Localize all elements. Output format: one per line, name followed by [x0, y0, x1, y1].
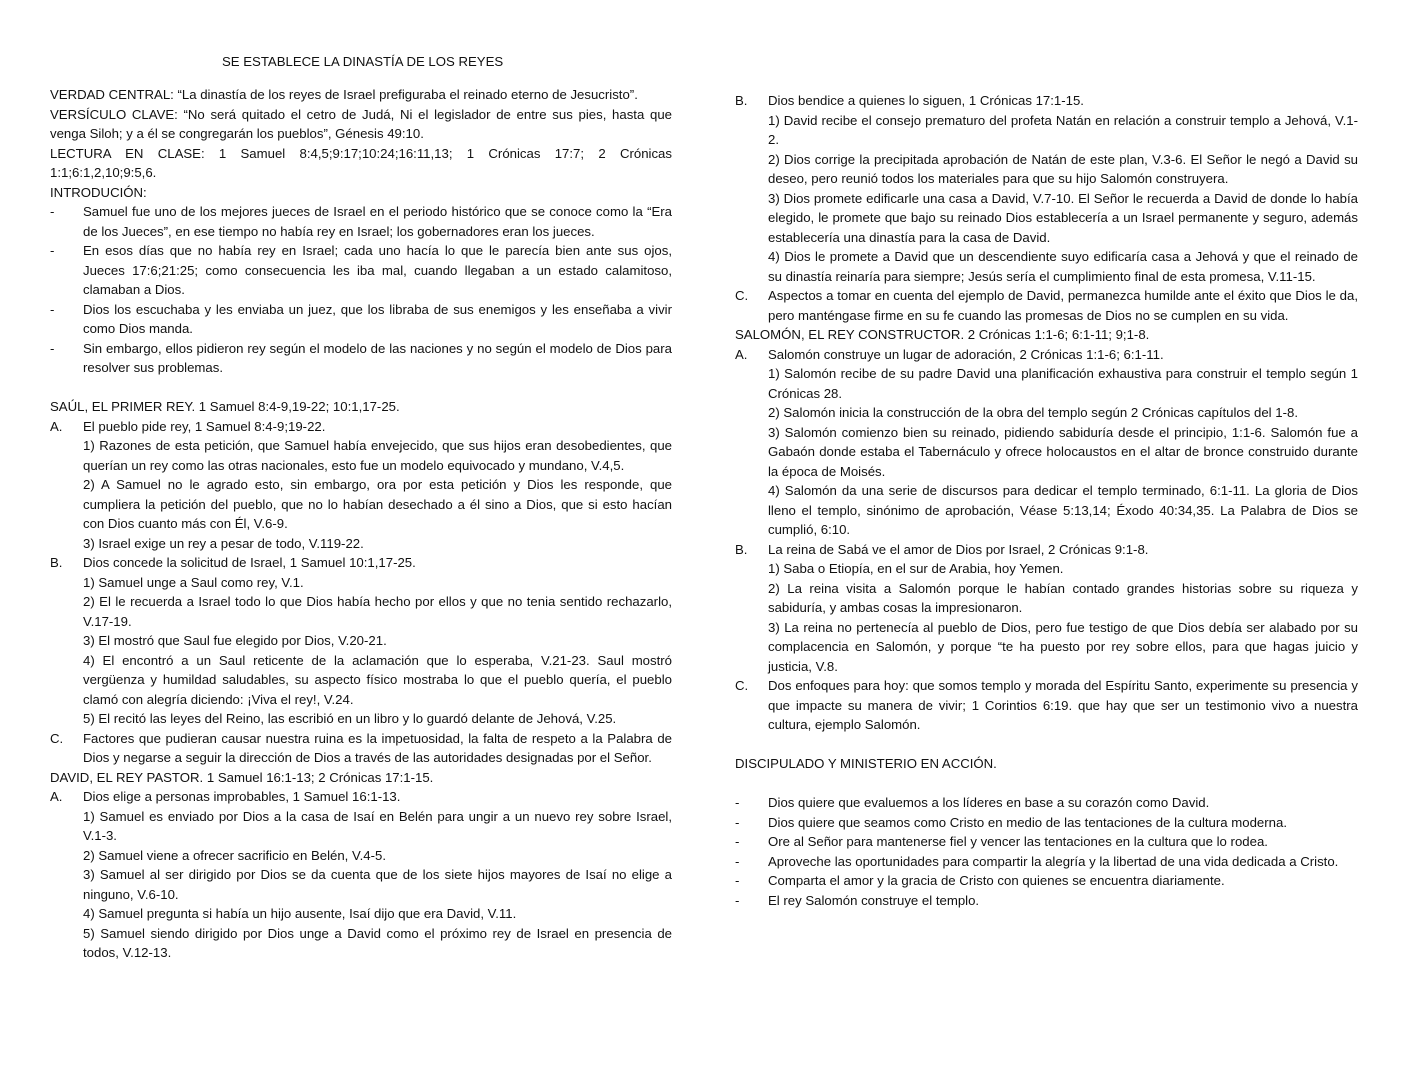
intro-bullet-text: En esos días que no había rey en Israel; cada uno hacía lo que le parecía bien ante sus ojos, Jueces 17:6;21:25; como consecuencia les iba mal, cuando llegaban a un estado calamitoso, clamaban a Dios.	[83, 243, 672, 297]
bullet-marker: -	[50, 340, 55, 356]
sub-point: 2) Samuel viene a ofrecer sacrificio en Belén, V.4-5.	[83, 847, 386, 863]
intro-bullet	[50, 300, 672, 339]
discipulado-bullet	[735, 832, 1358, 852]
saul-point-b	[50, 553, 672, 573]
sub-point: 4) Salomón da una serie de discursos para dedicar el templo terminado, 6:1-11. La gloria de Dios lleno el templo, sinónimo de aprobación, Véase 5:13,14; Éxodo 40:34,35. La Palabra de Dios se cumplió, 6:10.	[768, 483, 1358, 537]
bullet-marker: -	[50, 301, 55, 317]
letter-marker: A.	[50, 418, 63, 434]
bullet-marker: -	[735, 853, 740, 869]
point-text: Aspectos a tomar en cuenta del ejemplo de David, permanezca humilde ante el éxito que Dios le da, pero manténgase firme en su fe cuando las promesas de Dios no se cumplen en su vida.	[768, 288, 1358, 323]
introduccion-heading: INTRODUCIÓN:	[50, 184, 147, 200]
letter-marker: A.	[735, 346, 748, 362]
point-text: El pueblo pide rey, 1 Samuel 8:4-9;19-22.	[83, 418, 326, 434]
intro-bullet-text: Dios los escuchaba y les enviaba un juez, que los libraba de sus enemigos y les enseñaba a vivir como Dios manda.	[83, 301, 672, 336]
sub-point: 2) Salomón inicia la construcción de la obra del templo según 2 Crónicas capítulos del 1-8.	[768, 405, 1298, 420]
sub-point: 1) Razones de esta petición, que Samuel había envejecido, que sus hijos eran desobedientes, que querían un rey como las otras nacionales, esto fue un modelo equivocado y mundano, V.4,5.	[83, 438, 672, 473]
point-text: Dos enfoques para hoy: que somos templo y morada del Espíritu Santo, experimente su presencia y que impacte su manera de vivir; 1 Corintios 6:19. que hay que ser un testimonio vivo a nuestra cultura, ejemplo Salomón.	[768, 678, 1358, 732]
salomon-heading: SALOMÓN, EL REY CONSTRUCTOR. 2 Crónicas 1:1-6; 6:1-11; 9;1-8.	[735, 327, 1150, 342]
david-heading: DAVID, EL REY PASTOR. 1 Samuel 16:1-13; 2 Crónicas 17:1-15.	[50, 769, 434, 785]
intro-bullet-text: Sin embargo, ellos pidieron rey según el modelo de las naciones y no según el modelo de Dios para resolver sus problemas.	[83, 340, 672, 375]
sub-point: 1) Samuel es enviado por Dios a la casa de Isaí en Belén para ungir a un nuevo rey sobre Israel, V.1-3.	[83, 808, 672, 843]
bullet-marker: -	[735, 892, 740, 908]
david-point-c	[735, 286, 1358, 325]
salomon-point-a	[735, 345, 1358, 365]
sub-point: 2) Dios corrige la precipitada aprobación de Natán de este plan, V.3-6. El Señor le negó a David su deseo, pero reunió todos los materiales para que su hijo Salomón construyera.	[768, 151, 1358, 186]
sub-point: 5) El recitó las leyes del Reino, las escribió en un libro y lo guardó delante de Jehová, V.25.	[83, 711, 617, 726]
point-text: Dios elige a personas improbables, 1 Samuel 16:1-13.	[83, 789, 401, 804]
sub-point: 3) El mostró que Saul fue elegido por Dios, V.20-21.	[83, 633, 387, 648]
discipulado-bullet-text: Dios quiere que seamos como Cristo en medio de las tentaciones de la cultura moderna.	[768, 814, 1287, 830]
discipulado-bullet-text: Dios quiere que evaluemos a los líderes en base a su corazón como David.	[768, 795, 1210, 810]
point-text: La reina de Sabá ve el amor de Dios por Israel, 2 Crónicas 9:1-8.	[768, 541, 1149, 557]
sub-point: 3) La reina no pertenecía al pueblo de Dios, pero fue testigo de que Dios debía ser alabado por su complacencia en Salomón, y porque “te ha puesto por rey sobre ellos, para que hagas juicio y justicia, V.8.	[768, 619, 1358, 674]
letter-marker: A.	[50, 789, 63, 804]
discipulado-heading: DISCIPULADO Y MINISTERIO EN ACCIÓN.	[735, 756, 997, 771]
bullet-marker: -	[735, 834, 740, 849]
sub-point: 3) Salomón comienzo bien su reinado, pidiendo sabiduría desde el principio, 1:1-6. Salomón fue a Gabaón donde estaba el Tabernáculo y ofrece holocaustos en el altar de bronce construido durante la época de Moisés.	[768, 424, 1358, 479]
discipulado-bullet	[735, 793, 1358, 813]
left-column	[50, 85, 672, 963]
salomon-point-b	[735, 540, 1358, 560]
discipulado-bullet	[735, 852, 1358, 872]
intro-bullet-text: Samuel fue uno de los mejores jueces de Israel en el periodo histórico que se conoce como la “Era de los Jueces”, en ese tiempo no había rey en Israel; los gobernadores eran los jueces.	[83, 204, 672, 239]
intro-bullet	[50, 202, 672, 241]
letter-marker: B.	[50, 555, 63, 570]
saul-point-c	[50, 729, 672, 768]
saul-point-a	[50, 417, 672, 437]
letter-marker: C.	[735, 678, 749, 693]
point-text: Dios concede la solicitud de Israel, 1 Samuel 10:1,17-25.	[83, 555, 416, 570]
sub-point: 2) La reina visita a Salomón porque le habían contado grandes historias sobre su riqueza y sabiduría, y ambas cosas la impresionaron.	[768, 580, 1358, 615]
david-point-a	[50, 787, 672, 807]
sub-point: 3) Samuel al ser dirigido por Dios se da cuenta que de los siete hijos mayores de Isaí no elige a ninguno, V.6-10.	[83, 867, 672, 902]
bullet-marker: -	[50, 243, 55, 258]
sub-point: 5) Samuel siendo dirigido por Dios unge a David como el próximo rey de Israel en presencia de todos, V.12-13.	[83, 925, 672, 960]
bullet-marker: -	[735, 873, 740, 888]
discipulado-bullet	[735, 813, 1358, 833]
discipulado-bullet-text: Ore al Señor para mantenerse fiel y vencer las tentaciones en la cultura que lo rodea.	[768, 834, 1268, 849]
saul-heading: SAÚL, EL PRIMER REY. 1 Samuel 8:4-9,19-22; 10:1,17-25.	[50, 399, 400, 414]
document-title: SE ESTABLECE LA DINASTÍA DE LOS REYES	[222, 54, 504, 69]
lectura-en-clase: LECTURA EN CLASE: 1 Samuel 8:4,5;9:17;10:24;16:11,13; 1 Crónicas 17:7; 2 Crónicas 1:1;6:1,2,10;9:5,6.	[50, 145, 672, 180]
discipulado-bullet-text: Aproveche las oportunidades para compartir la alegría y la libertad de una vida dedicada a Cristo.	[768, 853, 1339, 869]
sub-point: 3) Israel exige un rey a pesar de todo, V.119-22.	[83, 535, 364, 551]
salomon-point-c	[735, 676, 1358, 735]
sub-point: 4) Samuel pregunta si había un hijo ausente, Isaí dijo que era David, V.11.	[83, 906, 517, 921]
discipulado-bullet-text: El rey Salomón construye el templo.	[768, 892, 980, 908]
letter-marker: C.	[50, 730, 64, 746]
letter-marker: B.	[735, 93, 748, 108]
intro-bullet	[50, 339, 672, 378]
point-text: Dios bendice a quienes lo siguen, 1 Crónicas 17:1-15.	[768, 93, 1084, 108]
letter-marker: C.	[735, 288, 749, 303]
letter-marker: B.	[735, 541, 748, 557]
discipulado-bullet	[735, 891, 1358, 911]
point-text: Salomón construye un lugar de adoración, 2 Crónicas 1:1-6; 6:1-11.	[768, 346, 1164, 362]
sub-point: 2) El le recuerda a Israel todo lo que Dios había hecho por ellos y que no tenia sentido rechazarlo, V.17-19.	[83, 594, 672, 629]
sub-point: 1) Saba o Etiopía, en el sur de Arabia, hoy Yemen.	[768, 561, 1064, 576]
sub-point: 3) Dios promete edificarle una casa a David, V.7-10. El Señor le recuerda a David de donde lo había elegido, le promete que bajo su reinado Dios establecería a un Israel permanente y seguro, además establecería una dinastía para la casa de David.	[768, 190, 1358, 245]
point-text: Factores que pudieran causar nuestra ruina es la impetuosidad, la falta de respeto a la Palabra de Dios y negarse a seguir la dirección de Dios a través de las autoridades designadas por el Señor.	[83, 730, 672, 765]
bullet-marker: -	[735, 795, 740, 810]
right-column	[735, 91, 1358, 910]
sub-point: 1) David recibe el consejo prematuro del profeta Natán en relación a construir templo a Jehová, V.1-2.	[768, 112, 1358, 147]
bullet-marker: -	[735, 814, 740, 830]
sub-point: 1) Samuel unge a Saul como rey, V.1.	[83, 574, 304, 590]
david-point-b	[735, 91, 1358, 111]
versiculo-clave: VERSÍCULO CLAVE: “No será quitado el cetro de Judá, Ni el legislador de entre sus pies, hasta que venga Siloh; y a él se congregarán los pueblos”, Génesis 49:10.	[50, 106, 672, 141]
verdad-central: VERDAD CENTRAL: “La dinastía de los reyes de Israel prefiguraba el reinado eterno de Jesucristo”.	[50, 87, 638, 102]
discipulado-bullet-text: Comparta el amor y la gracia de Cristo con quienes se encuentra diariamente.	[768, 873, 1225, 888]
sub-point: 4) Dios le promete a David que un descendiente suyo edificaría casa a Jehová y que el reinado de su dinastía reinaría para siempre; Jesús sería el cumplimiento final de esta promesa, V.11-15.	[768, 249, 1358, 284]
discipulado-bullet	[735, 871, 1358, 891]
sub-point: 4) El encontró a un Saul reticente de la aclamación que lo esperaba, V.21-23. Saul mostró vergüenza y humildad saludables, su aspecto físico mostraba lo que el pueblo quería, el pueblo clamó con alegría diciendo: ¡Viva el rey!, V.24.	[83, 652, 672, 707]
sub-point: 2) A Samuel no le agrado esto, sin embargo, ora por esta petición y Dios les responde, que cumpliera la petición del pueblo, que no lo habían desechado a él sino a Dios, que si esto hacían con Dios cuanto más con Él, V.6-9.	[83, 477, 672, 531]
sub-point: 1) Salomón recibe de su padre David una planificación exhaustiva para construir el templo según 1 Crónicas 28.	[768, 366, 1358, 401]
intro-bullet	[50, 241, 672, 300]
bullet-marker: -	[50, 204, 55, 219]
